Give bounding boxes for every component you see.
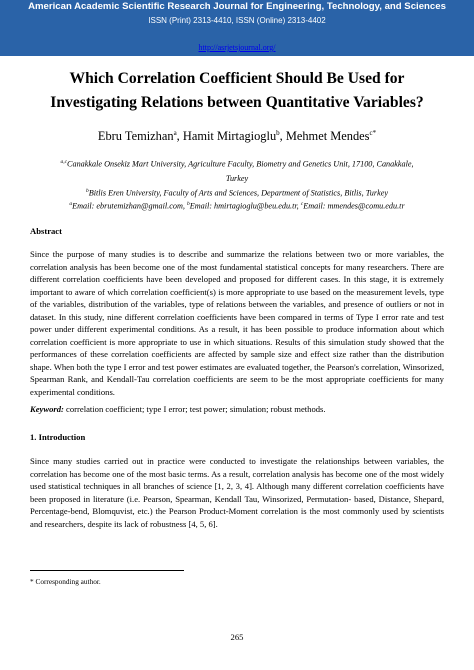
intro-line: coefficients have been proposed in literature (i.e. Pearson, Spearman, Kendall Tau, Winsorized, Permutation- xyxy=(30,481,444,504)
footnote-rule xyxy=(30,570,184,571)
author-sup: b xyxy=(276,129,280,137)
introduction-body xyxy=(30,455,444,530)
abstract-line: Since the purpose of many studies is to describe and summarize the relations between two or more variables, the xyxy=(30,249,444,259)
author-name: Mehmet Mendes xyxy=(285,129,370,144)
article-title xyxy=(20,67,454,115)
email-sup: c xyxy=(300,201,304,207)
keywords xyxy=(30,404,444,415)
abstract-line: situations. Results of this simulation study showed that the performances of these correlation coefficients are xyxy=(30,336,445,360)
author-list xyxy=(20,125,454,144)
abstract-line: power estimates are evaluated together, the Pearson's correlation, Winsorized, Spearman Rank, and Kendall-Tau xyxy=(30,361,444,385)
intro-line: based, Distance, Shepard, Percentage-bend, Blomquvist, etc.) the Pearson Product-Moment correlation is the xyxy=(30,493,444,517)
intro-line: Since many studies carried out in practice were conducted to investigate the relationships between variables, the xyxy=(30,456,444,466)
email-sup: a xyxy=(69,201,73,207)
email-sup: b xyxy=(186,201,190,207)
email-text: Email: hmirtagioglu@beu.edu.tr, xyxy=(189,201,301,211)
affiliation-sup: a,c xyxy=(60,159,68,165)
affiliation-1-cont xyxy=(40,173,434,184)
abstract-body xyxy=(30,248,444,399)
author-sup: c* xyxy=(369,129,377,137)
abstract-line: correlation analysis has been become one of the most fundamental statistical concepts for many researchers. xyxy=(30,261,409,272)
abstract-line: measurement levels, type of the variables, distribution of the variables, type of relations between the variables, xyxy=(30,286,444,310)
intro-line: most commonly used by scientists and researchers, despite its lack of robustness [4, 5, 6]. xyxy=(30,506,444,529)
journal-url-link[interactable]: http://asrjetsjournal.org/ xyxy=(198,43,276,52)
abstract-line: compared in terms of Type I error rate and test power under different experimental conditions. As a result, it has xyxy=(30,311,444,335)
author-separator: , xyxy=(279,129,286,144)
journal-banner xyxy=(0,0,474,56)
abstract-line: and presence of outliers or not in dataset. In this study, nine different correlation coefficients have been xyxy=(30,299,444,322)
affiliation-text: Canakkale Onsekiz Mart University, Agriculture Faculty, Biometry and Genetics Unit, 17100, Canakkale, xyxy=(67,159,414,169)
email-line xyxy=(40,199,434,212)
email-text: Email: ebrutemizhan@gmail.com, xyxy=(72,201,187,211)
abstract-line: correlation coefficients are seem to be the most appropriate coefficients for many experimental conditions. xyxy=(30,374,444,398)
affiliation-text: Turkey xyxy=(225,174,249,183)
affiliation-2 xyxy=(40,186,434,199)
journal-issn: ISSN (Print) 2313-4410, ISSN (Online) 2313-4402 xyxy=(148,16,326,25)
affiliation-1 xyxy=(40,157,434,170)
abstract-line: There are different correlation coefficients have been developed and proposed for different cases. In this stage, it xyxy=(30,261,444,285)
affiliation-text: Bitlis Eren University, Faculty of Arts and Sciences, Department of Statistics, Bitlis, Turkey xyxy=(88,188,388,198)
keywords-label: Keyword: xyxy=(30,404,64,414)
abstract-line: been possible to produce information about which correlation coefficient is more appropriate to use in which xyxy=(30,324,445,347)
intro-line: correlation has become one of the most basic terms. As a result, correlation analysis has become one of the most xyxy=(30,468,419,479)
journal-name: American Academic Scientific Research Journal for Engineering, Technology, and Sciences xyxy=(28,1,446,12)
author-separator: , xyxy=(176,129,183,144)
author-name: Hamit Mirtagioglu xyxy=(182,129,277,144)
abstract-line: affected by sample size and effect size rather than the distribution shape. When both the type I error and test xyxy=(30,349,444,372)
abstract-heading: Abstract xyxy=(30,226,62,236)
author-sup: a xyxy=(173,129,177,137)
page-number: 265 xyxy=(230,632,244,642)
author-name: Ebru Temizhan xyxy=(97,129,174,144)
abstract-line: is extremely important to aware of which correlation coefficient(s) is more appropriate to use based on the xyxy=(30,274,444,297)
footnote: * Corresponding author. xyxy=(30,577,101,586)
title-line-2: Investigating Relations between Quantitative Variables? xyxy=(50,94,424,111)
introduction-heading: 1. Introduction xyxy=(30,432,86,442)
intro-line: widely used statistical techniques in all branches of science [1, 2, 3, 4]. Although many different correlation xyxy=(30,468,444,492)
affiliation-sup: b xyxy=(85,188,89,194)
keywords-text: correlation coefficient; type I error; test power; simulation; robust methods. xyxy=(63,404,326,414)
email-text: Email: mmendes@comu.edu.tr xyxy=(303,201,405,211)
title-line-1: Which Correlation Coefficient Should Be Used for xyxy=(69,70,405,87)
